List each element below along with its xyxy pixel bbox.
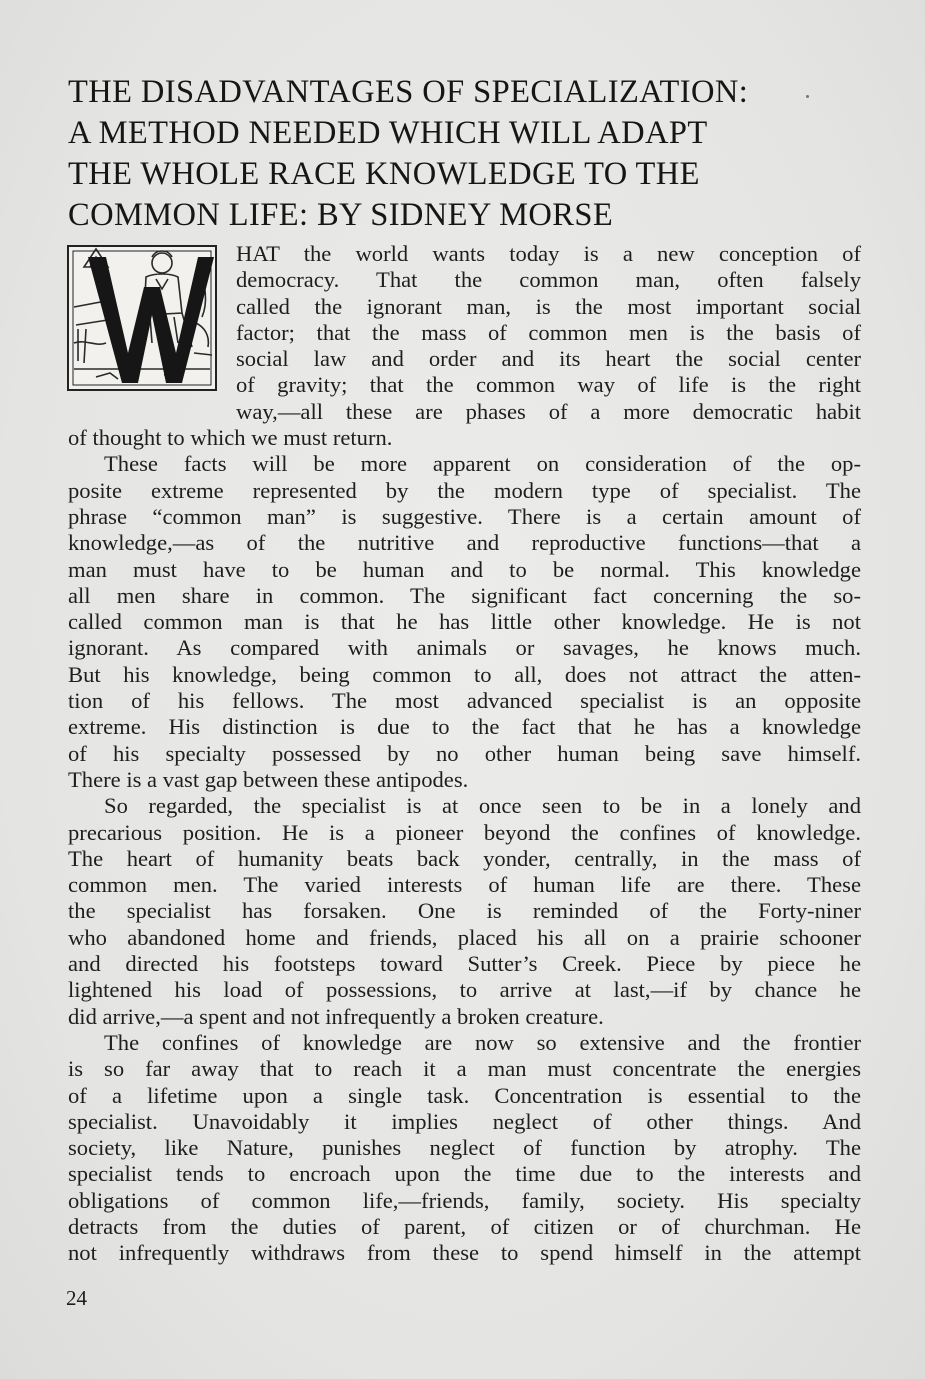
page-number: 24 [66, 1286, 87, 1310]
body-line: HAT the world wants today is a new conception of [236, 241, 861, 266]
body-line: the specialist has forsaken. One is reminded of the Forty-niner [68, 898, 861, 924]
body-line: factor; that the mass of common men is the basis of [236, 319, 861, 345]
title-line: A METHOD NEEDED WHICH WILL ADAPT [68, 115, 708, 151]
article-title [68, 72, 868, 236]
body-line: These facts will be more apparent on consideration of the op- [104, 451, 861, 477]
body-line: called common man is that he has little other knowledge. He is not [68, 609, 861, 635]
body-line: of thought to which we must return. [68, 425, 393, 451]
body-line: called the ignorant man, is the most important social [236, 293, 861, 319]
body-line: all men share in common. The significant fact concerning the so- [68, 582, 861, 608]
body-line: tion of his fellows. The most advanced specialist is an opposite [68, 688, 861, 714]
article-body [68, 241, 861, 1267]
body-line: detracts from the duties of parent, of citizen or of churchman. He [68, 1213, 861, 1239]
body-line: The confines of knowledge are now so extensive and the frontier [104, 1029, 861, 1055]
body-line: of a lifetime upon a single task. Concentration is essential to the [68, 1082, 861, 1108]
body-line: who abandoned home and friends, placed his all on a prairie schooner [68, 924, 861, 950]
body-line: There is a vast gap between these antipodes. [68, 766, 469, 792]
body-line: society, like Nature, punishes neglect of function by atrophy. The [68, 1135, 861, 1161]
title-line: COMMON LIFE: BY SIDNEY MORSE [68, 197, 614, 233]
body-line: posite extreme represented by the modern type of specialist. The [68, 477, 861, 503]
title-line: THE DISADVANTAGES OF SPECIALIZATION: [68, 74, 749, 110]
body-line: common men. The varied interests of human life are there. These [68, 872, 861, 898]
body-line: is so far away that to reach it a man must concentrate the energies [68, 1056, 861, 1082]
body-line: of gravity; that the common way of life is the right [236, 372, 861, 398]
body-line: extreme. His distinction is due to the fact that he has a knowledge [68, 714, 861, 740]
body-line: lightened his load of possessions, to arrive at last,—if by chance he [68, 977, 861, 1003]
body-line: obligations of common life,—friends, family, society. His specialty [68, 1187, 861, 1213]
body-line: social law and order and its heart the social center [236, 346, 861, 372]
body-line: and directed his footsteps toward Sutter’s Creek. Piece by piece he [68, 951, 861, 977]
body-line: man must have to be human and to be normal. This knowledge [68, 556, 861, 582]
body-line: of his specialty possessed by no other human being save himself. [68, 740, 861, 766]
body-line: knowledge,—as of the nutritive and reproductive functions—that a [68, 530, 861, 556]
body-line: phrase “common man” is suggestive. There is a certain amount of [68, 503, 861, 529]
body-line: way,—all these are phases of a more democratic habit [236, 398, 861, 424]
body-line: So regarded, the specialist is at once seen to be in a lonely and [104, 793, 861, 819]
body-line: The heart of humanity beats back yonder, centrally, in the mass of [68, 845, 861, 871]
body-line: specialist tends to encroach upon the time due to the interests and [68, 1161, 861, 1187]
body-line: democracy. That the common man, often falsely [236, 267, 861, 293]
body-line: But his knowledge, being common to all, does not attract the atten- [68, 661, 861, 687]
body-line: did arrive,—a spent and not infrequently a broken creature. [68, 1003, 604, 1029]
body-line: precarious position. He is a pioneer beyond the confines of knowledge. [68, 819, 861, 845]
title-line: THE WHOLE RACE KNOWLEDGE TO THE [68, 156, 700, 192]
body-line: ignorant. As compared with animals or savages, he knows much. [68, 635, 861, 661]
body-line: not infrequently withdraws from these to spend himself in the attempt [68, 1240, 861, 1266]
body-line: specialist. Unavoidably it implies neglect of other things. And [68, 1108, 861, 1134]
